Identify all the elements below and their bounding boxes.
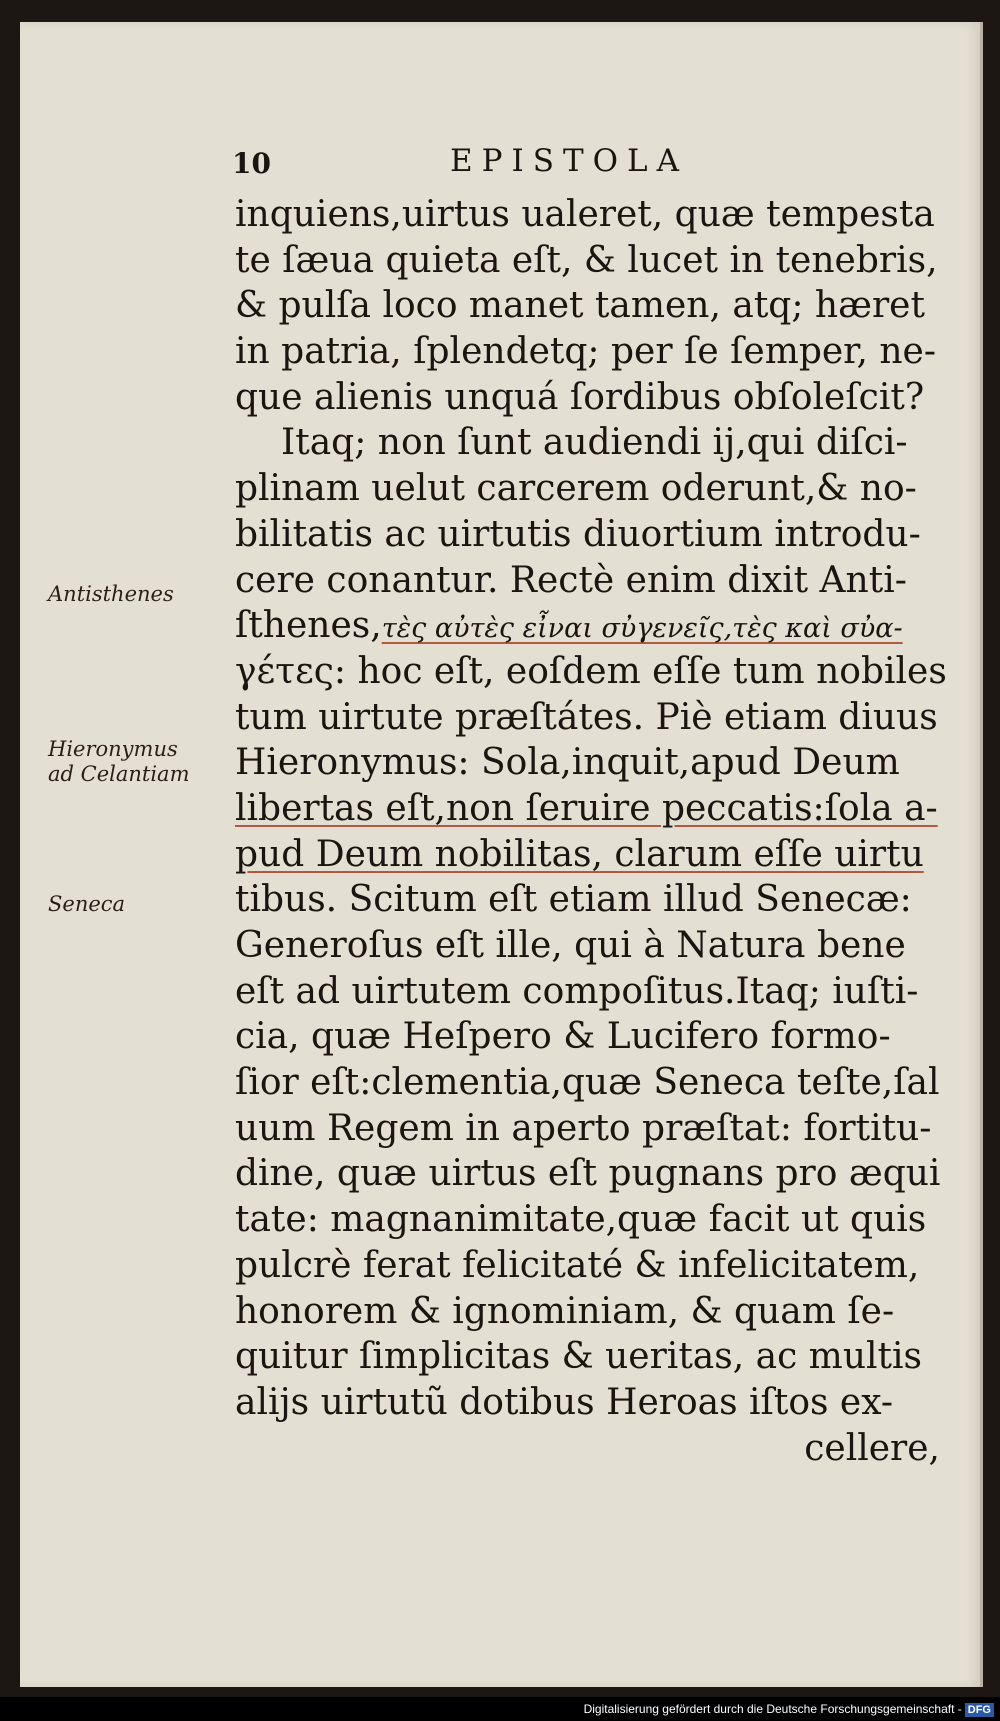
margin-note-antisthenes: Antisthenes (48, 582, 174, 606)
margin-note-hieronymus (48, 737, 238, 787)
text-line: alijs uirtutũ dotibus Heroas iſtos ex- (235, 1381, 894, 1423)
text-line: ſior eſt:clementia,quæ Seneca teſte,ſal (235, 1062, 940, 1104)
page-header (20, 125, 980, 185)
text-line: & pulſa loco manet tamen, atq; hæret (235, 285, 925, 327)
text-line: cere conantur. Rectè enim dixit Anti- (235, 559, 907, 601)
digitization-credit-bar (0, 1697, 1000, 1721)
text-line: que alienis unquá ſordibus obſoleſcit? (235, 376, 925, 418)
text-line: quitur ſimplicitas & ueritas, ac multis (235, 1336, 922, 1378)
text-line: te ſæua quieta eſt, & lucet in tenebris, (235, 239, 938, 281)
dfg-logo: DFG (965, 1703, 994, 1717)
text-line: inquiens,uirtus ualeret, quæ tempesta (235, 194, 935, 235)
text-segment: ſthenes, (235, 605, 382, 647)
text-line: libertas eſt,non ſeruire peccatis:ſola a- (235, 787, 938, 829)
main-text (235, 192, 955, 1471)
greek-phrase: τὲς αὐτὲς εἶναι σὐγενεῖς,τὲς καὶ σὐα- (381, 613, 903, 645)
text-line: plinam uelut carcerem oderunt,& no- (235, 468, 917, 510)
text-line: Hieronymus: Sola,inquit,apud Deum (235, 742, 900, 784)
folio-number: 10 (232, 147, 271, 180)
text-line: eſt ad uirtutem compoſitus.Itaq; iuſti- (235, 970, 919, 1012)
text-line: pud Deum nobilitas, clarum eſſe uirtu (235, 833, 924, 875)
text-line: bilitatis ac uirtutis diuortium introdu- (235, 513, 921, 555)
text-line: in patria, ſplendetq; per ſe ſemper, ne- (235, 331, 936, 373)
text-line: pulcrè ferat felicitaté & infelicitatem, (235, 1244, 920, 1286)
text-line: γέτες: hoc eſt, eoſdem eſſe tum nobiles (235, 650, 947, 692)
margin-note-line: ad Celantiam (48, 762, 190, 786)
catchword: cellere, (804, 1427, 940, 1469)
running-title: EPISTOLA (450, 143, 689, 179)
book-page (20, 22, 983, 1687)
text-line: cia, quæ Heſpero & Lucifero formo- (235, 1016, 891, 1058)
text-line: tum uirtute præſtátes. Piè etiam diuus (235, 696, 938, 738)
text-line: tate: magnanimitate,quæ facit ut quis (235, 1199, 927, 1241)
text-line-greek (235, 603, 955, 649)
margin-note-line: Hieronymus (48, 737, 178, 761)
text-line: honorem & ignominiam, & quam ſe- (235, 1290, 895, 1332)
text-line: uum Regem in aperto præſtat: fortitu- (235, 1107, 932, 1149)
margin-note-seneca: Seneca (48, 892, 126, 916)
text-line: Itaq; non ſunt audiendi ij,qui diſci- (281, 422, 908, 464)
text-line: Generoſus eſt ille, qui à Natura bene (235, 925, 906, 966)
text-line: tibus. Scitum eſt etiam illud Senecæ: (235, 879, 912, 921)
credit-text: Digitalisierung gefördert durch die Deutsche Forschungsgemeinschaft - (583, 1702, 962, 1716)
text-line: dine, quæ uirtus eſt pugnans pro æqui (235, 1153, 941, 1195)
